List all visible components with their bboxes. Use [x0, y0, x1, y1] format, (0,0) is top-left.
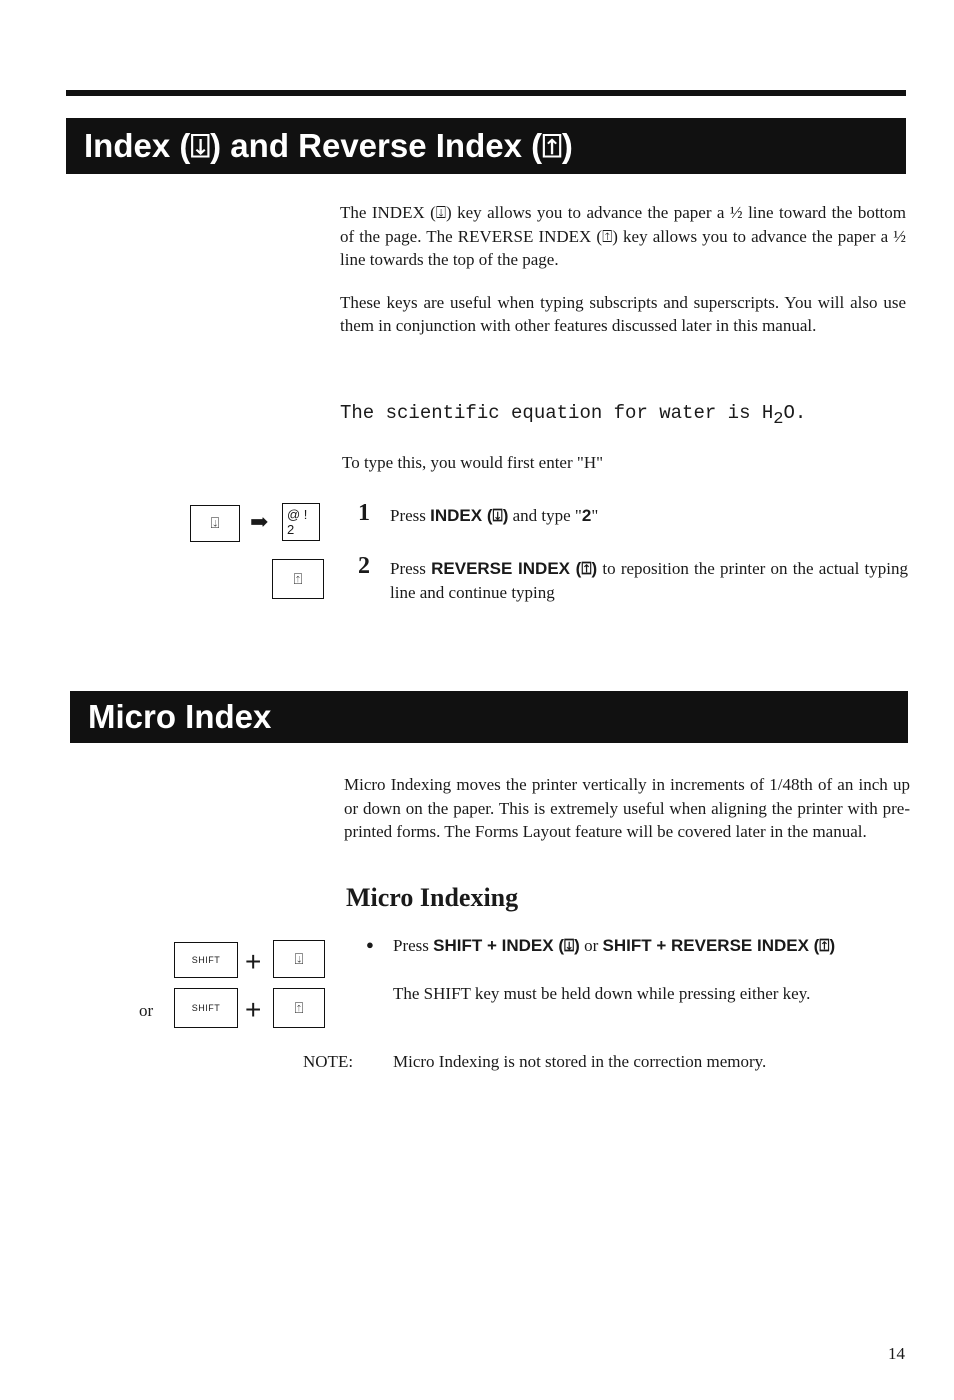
step-1-post: ": [591, 506, 599, 525]
at-two-key: [282, 503, 320, 541]
example-instruction: To type this, you would first enter "H": [342, 453, 604, 472]
section-title-micro-index: Micro Index: [70, 691, 908, 743]
micro-index-paragraph: Micro Indexing moves the printer vertically in increments of 1/48th of an inch up or down on the paper. This is extremely useful when aligning the printer with pre-printed forms. The Forms Layout feature will be covered later in the manual.: [344, 775, 910, 841]
at-key-bottom: 2: [287, 522, 295, 537]
example-equation: [340, 402, 806, 429]
index-key-2: [273, 940, 325, 978]
index-description: [340, 201, 906, 338]
bullet-icon: ●: [366, 937, 374, 952]
index-key: [190, 505, 240, 542]
step-1-key: INDEX (⍗): [430, 506, 509, 525]
section-title-index: Index (⍗) and Reverse Index (⍐): [66, 118, 906, 174]
shift-key-2: [174, 988, 238, 1028]
step-2-key: REVERSE INDEX (⍐): [431, 559, 598, 578]
shift-key-1-label: SHIFT: [191, 955, 221, 965]
shift-key-1: [174, 942, 238, 978]
shift-key-2-label: SHIFT: [191, 1003, 221, 1013]
note-label: NOTE:: [303, 1052, 354, 1071]
at-key-top: @ !: [287, 507, 308, 522]
step-2-text: [390, 557, 908, 604]
plus-sign-2: +: [245, 994, 262, 1025]
step-2-post: to reposition the printer on the actual typing line and continue typing: [390, 559, 908, 602]
plus-sign-1: +: [245, 946, 262, 977]
index-arrow-icon: ⍗: [210, 515, 220, 532]
step-1-number: 1: [358, 500, 370, 526]
step-2-number: 2: [358, 553, 370, 579]
reverse-index-key: [272, 559, 324, 599]
top-rule: [66, 90, 906, 96]
index-paragraph-1: The INDEX (⍗) key allows you to advance the paper a ½ line toward the bottom of the page. The REVERSE INDEX (⍐) key allows you to advance the paper a ½ line towards the top of the page.: [340, 203, 906, 269]
bullet-pre: Press: [393, 936, 434, 955]
note-text: Micro Indexing is not stored in the correction memory.: [393, 1052, 767, 1071]
arrow-right-icon: ➡: [250, 509, 269, 534]
bullet-shift-reverse: SHIFT + REVERSE INDEX (⍐): [602, 936, 836, 955]
bullet-shift-index: SHIFT + INDEX (⍗): [433, 936, 580, 955]
reverse-index-key-2: [273, 988, 325, 1028]
bullet-instruction: [393, 934, 835, 958]
step-2-pre: Press: [390, 559, 432, 578]
bullet-or: or: [579, 936, 603, 955]
index-paragraph-2: These keys are useful when typing subscripts and superscripts. You will also use them in conjunction with other features discussed later in this manual.: [340, 292, 906, 335]
or-label: or: [139, 1001, 154, 1020]
shift-note: The SHIFT key must be held down while pressing either key.: [393, 984, 811, 1003]
equation-end: O.: [783, 402, 807, 424]
step-1-pre: Press: [390, 506, 431, 525]
step-1-char: 2: [581, 506, 592, 525]
step-1-mid: and type ": [508, 506, 582, 525]
step-1-text: [390, 504, 598, 528]
equation-subscript: 2: [773, 409, 784, 429]
page-number: 14: [888, 1344, 905, 1363]
index-arrow-icon-2: ⍗: [294, 950, 304, 968]
equation-text: The scientific equation for water is H: [340, 402, 774, 424]
micro-indexing-subheading: Micro Indexing: [346, 883, 519, 912]
reverse-arrow-icon-2: ⍐: [294, 999, 304, 1017]
reverse-arrow-icon: ⍐: [293, 570, 303, 588]
